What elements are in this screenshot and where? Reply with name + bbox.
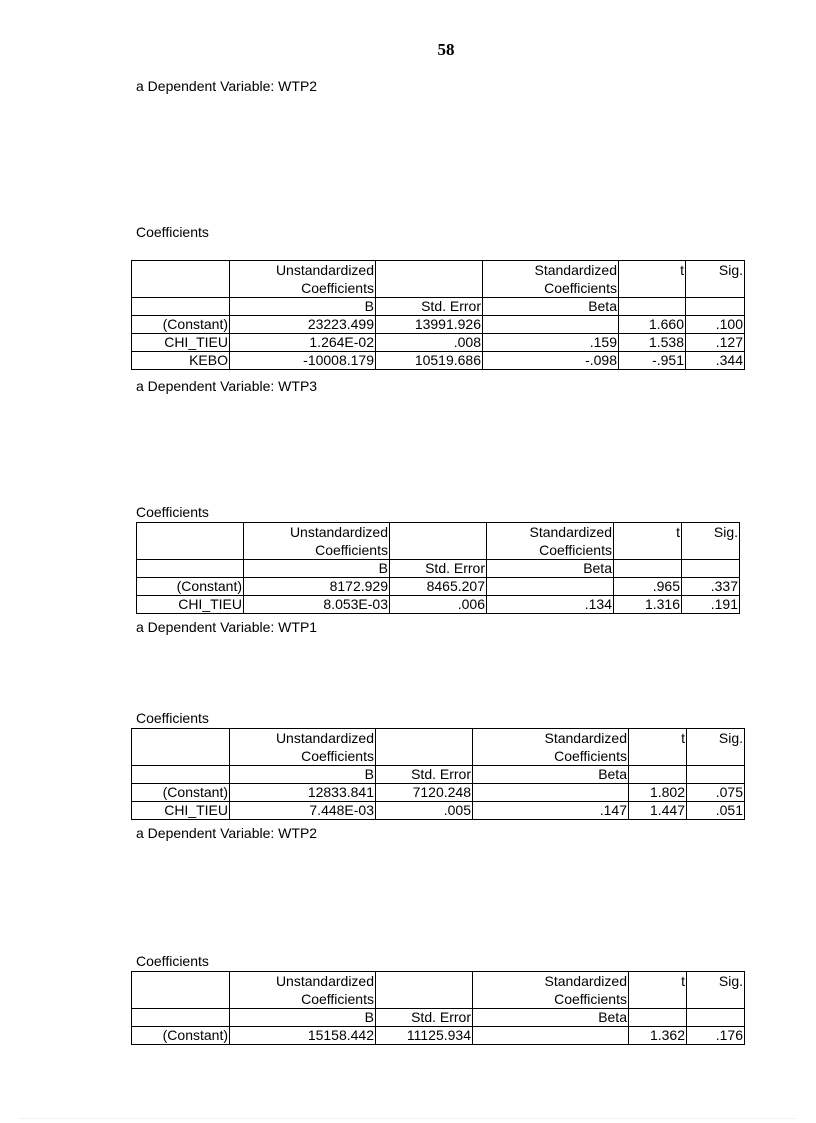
header-empty-cell — [132, 729, 230, 766]
cell-beta — [487, 578, 614, 596]
header-b: B — [230, 766, 376, 784]
cell-t: -.951 — [619, 352, 686, 370]
subheader-empty-cell — [629, 1009, 687, 1027]
header-std-error: Std. Error — [376, 1009, 473, 1027]
header-sig: Sig. — [687, 972, 745, 1009]
header-sig: Sig. — [682, 523, 740, 560]
header-empty-cell — [132, 972, 230, 1009]
cell-t: 1.316 — [614, 596, 682, 614]
cell-sig: .176 — [687, 1027, 745, 1045]
dependent-variable-note: a Dependent Variable: WTP1 — [136, 619, 318, 635]
header-b: B — [244, 560, 390, 578]
header-empty-cell — [137, 523, 244, 560]
table-header-row — [132, 729, 745, 766]
cell-t: 1.447 — [629, 802, 687, 820]
header-std-error: Std. Error — [390, 560, 487, 578]
header-std-error: Std. Error — [376, 298, 483, 316]
header-t: t — [629, 972, 687, 1009]
header-sig: Sig. — [686, 261, 745, 298]
cell-std-error: 11125.934 — [376, 1027, 473, 1045]
table-row — [132, 784, 745, 802]
cell-std-error: 10519.686 — [376, 352, 483, 370]
header-unstandardized: Unstandardized Coefficients — [230, 729, 376, 766]
cell-t: 1.660 — [619, 316, 686, 334]
table-subheader-row — [132, 298, 745, 316]
subheader-empty-cell — [132, 1009, 230, 1027]
cell-sig: .191 — [682, 596, 740, 614]
subheader-empty-cell — [132, 298, 230, 316]
header-standardized: Standardized Coefficients — [483, 261, 619, 298]
subheader-empty-cell — [132, 766, 230, 784]
cell-b: -10008.179 — [230, 352, 376, 370]
header-empty-cell — [132, 261, 230, 298]
subheader-empty-cell — [619, 298, 686, 316]
table-title: Coefficients — [136, 224, 209, 240]
header-empty-cell — [376, 972, 473, 1009]
cell-std-error: .005 — [376, 802, 473, 820]
cell-std-error: .006 — [390, 596, 487, 614]
cell-beta — [483, 316, 619, 334]
cell-b: 23223.499 — [230, 316, 376, 334]
cell-beta: .134 — [487, 596, 614, 614]
table-title: Coefficients — [136, 504, 209, 520]
cell-std-error: 8465.207 — [390, 578, 487, 596]
header-empty-cell — [376, 729, 473, 766]
cell-b: 7.448E-03 — [230, 802, 376, 820]
row-label: KEBO — [132, 352, 230, 370]
table-header-row — [132, 972, 745, 1009]
header-sig: Sig. — [687, 729, 745, 766]
header-unstandardized: Unstandardized Coefficients — [244, 523, 390, 560]
cell-beta — [473, 1027, 629, 1045]
coefficients-table — [131, 971, 745, 1045]
table-title: Coefficients — [136, 710, 209, 726]
row-label: (Constant) — [132, 316, 230, 334]
cell-sig: .344 — [686, 352, 745, 370]
header-standardized: Standardized Coefficients — [473, 729, 629, 766]
cell-t: 1.802 — [629, 784, 687, 802]
subheader-empty-cell — [137, 560, 244, 578]
cell-std-error: 13991.926 — [376, 316, 483, 334]
cell-t: .965 — [614, 578, 682, 596]
row-label: (Constant) — [137, 578, 244, 596]
coefficients-table — [131, 728, 745, 820]
header-b: B — [230, 298, 376, 316]
page-number: 58 — [437, 40, 455, 59]
row-label: CHI_TIEU — [137, 596, 244, 614]
header-empty-cell — [376, 261, 483, 298]
cell-t: 1.538 — [619, 334, 686, 352]
row-label: (Constant) — [132, 1027, 230, 1045]
table-row — [132, 334, 745, 352]
cell-sig: .051 — [687, 802, 745, 820]
cell-std-error: 7120.248 — [376, 784, 473, 802]
dependent-variable-note: a Dependent Variable: WTP3 — [136, 378, 318, 394]
cell-b: 8.053E-03 — [244, 596, 390, 614]
table-row — [137, 596, 740, 614]
header-standardized: Standardized Coefficients — [473, 972, 629, 1009]
cell-sig: .337 — [682, 578, 740, 596]
cell-beta: .147 — [473, 802, 629, 820]
cell-b: 12833.841 — [230, 784, 376, 802]
table-row — [132, 352, 745, 370]
header-beta: Beta — [473, 1009, 629, 1027]
coefficients-table — [131, 260, 745, 370]
dependent-variable-note: a Dependent Variable: WTP2 — [136, 78, 318, 94]
table-title: Coefficients — [136, 953, 209, 969]
header-unstandardized: Unstandardized Coefficients — [230, 972, 376, 1009]
row-label: CHI_TIEU — [132, 334, 230, 352]
subheader-empty-cell — [687, 1009, 745, 1027]
subheader-empty-cell — [682, 560, 740, 578]
subheader-empty-cell — [686, 298, 745, 316]
cell-sig: .100 — [686, 316, 745, 334]
header-empty-cell — [390, 523, 487, 560]
cell-beta: -.098 — [483, 352, 619, 370]
table-subheader-row — [137, 560, 740, 578]
cell-b: 8172.929 — [244, 578, 390, 596]
header-beta: Beta — [473, 766, 629, 784]
cell-b: 15158.442 — [230, 1027, 376, 1045]
table-row — [132, 316, 745, 334]
cell-std-error: .008 — [376, 334, 483, 352]
header-beta: Beta — [483, 298, 619, 316]
subheader-empty-cell — [687, 766, 745, 784]
header-std-error: Std. Error — [376, 766, 473, 784]
subheader-empty-cell — [614, 560, 682, 578]
page-footer-divider — [20, 1118, 796, 1119]
cell-beta — [473, 784, 629, 802]
dependent-variable-note: a Dependent Variable: WTP2 — [136, 825, 318, 841]
coefficients-table — [136, 522, 740, 614]
row-label: (Constant) — [132, 784, 230, 802]
table-header-row — [137, 523, 740, 560]
header-t: t — [629, 729, 687, 766]
row-label: CHI_TIEU — [132, 802, 230, 820]
table-row — [137, 578, 740, 596]
header-t: t — [614, 523, 682, 560]
cell-sig: .127 — [686, 334, 745, 352]
subheader-empty-cell — [629, 766, 687, 784]
header-t: t — [619, 261, 686, 298]
table-header-row — [132, 261, 745, 298]
table-row — [132, 1027, 745, 1045]
cell-beta: .159 — [483, 334, 619, 352]
header-unstandardized: Unstandardized Coefficients — [230, 261, 376, 298]
table-subheader-row — [132, 766, 745, 784]
header-beta: Beta — [487, 560, 614, 578]
header-b: B — [230, 1009, 376, 1027]
table-subheader-row — [132, 1009, 745, 1027]
table-row — [132, 802, 745, 820]
cell-b: 1.264E-02 — [230, 334, 376, 352]
cell-t: 1.362 — [629, 1027, 687, 1045]
cell-sig: .075 — [687, 784, 745, 802]
header-standardized: Standardized Coefficients — [487, 523, 614, 560]
